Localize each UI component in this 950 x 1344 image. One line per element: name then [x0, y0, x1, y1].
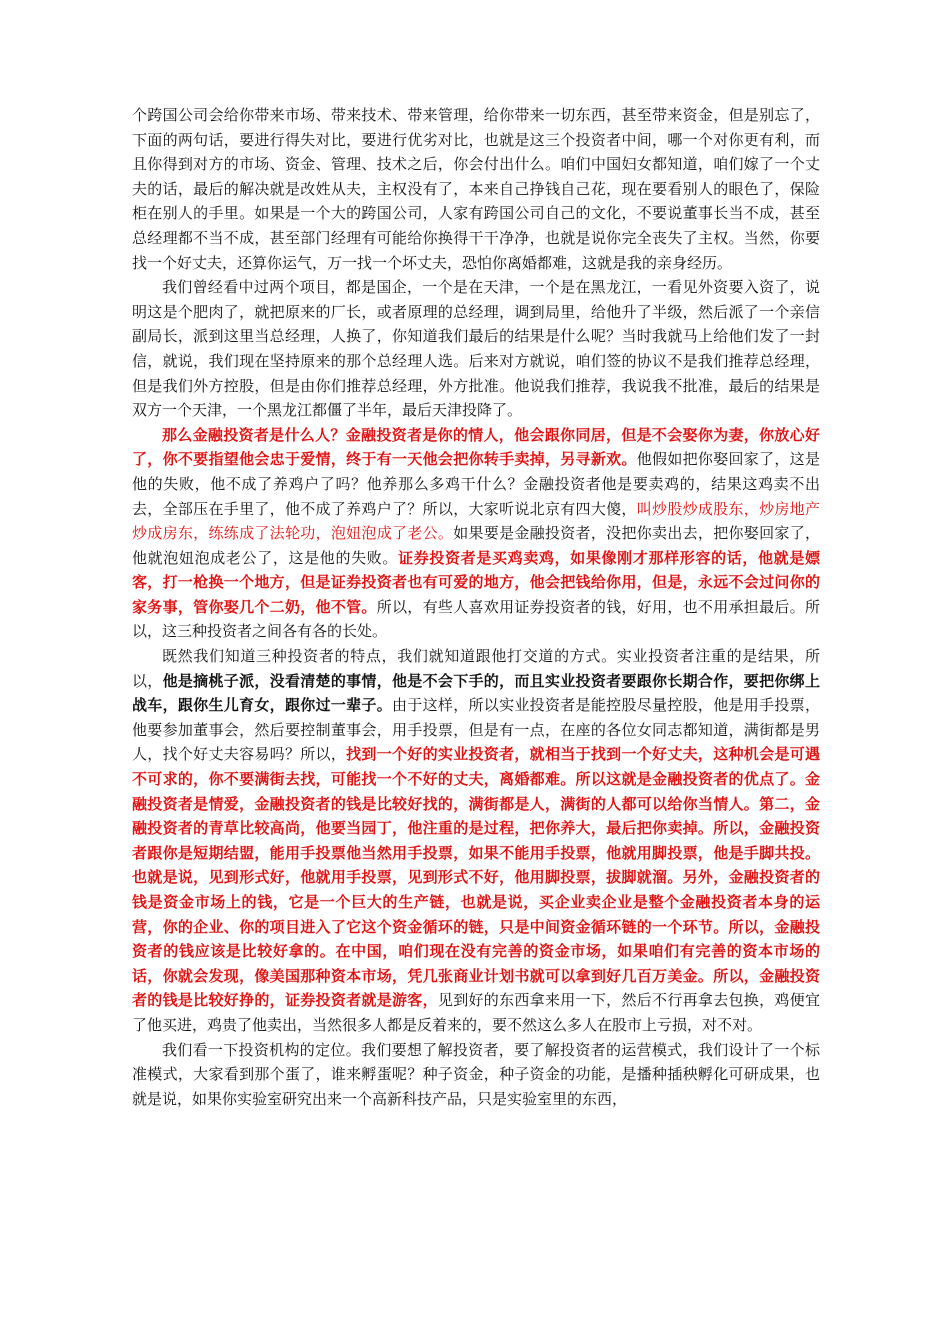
- paragraph-4-run-3: 由于这样，所以实业投资者是能控股尽量控股，他是用手投票，他要参加董事会，然后要控制董事会，用手投票，但是有一点，在座的各位女同志都知道，满街都是男人，找个好丈夫容易吗？所以，: [132, 696, 820, 764]
- paragraph-3-run-6: 所以，有些人喜欢用证券投资者的钱，好用，也不用承担最后。所以，这三种投资者之间各有各的长处。: [132, 597, 820, 641]
- paragraph-4: [132, 644, 820, 1038]
- paragraph-2-text: 我们曾经看中过两个项目，都是国企，一个是在天津，一个是在黑龙江，一看见外资要入资了，说明这是个肥肉了，就把原来的厂长，或者原理的总经理，调到局里，给他升了半级，然后派了一个亲信副局长，派到这里当总经理，人换了，你知道我们最后的结果是什么呢？当时我就马上给他们发了一封信，就说，我们现在坚持原来的那个总经理人选。后来对方就说，咱们签的协议不是我们推荐总经理，但是我们外方控股，但是由你们推荐总经理，外方批准。他说我们推荐，我说我不批准，最后的结果是双方一个天津，一个黑龙江都僵了半年，最后天津投降了。: [132, 278, 820, 420]
- paragraph-4-run-5: 见到好的东西拿来用一下，然后不行再拿去包换，鸡便宜了他买进，鸡贵了他卖出，当然很多人都是反着来的，要不然这么多人在股市上亏损，对不对。: [132, 991, 820, 1034]
- paragraph-4-run-2: 他是摘桃子派，没看清楚的事情，他是不会下手的，而且实业投资者要跟你长期合作，要把你绑上战车，跟你生儿育女，跟你过一辈子。: [132, 671, 820, 715]
- paragraph-3-run-2: 他假如把你娶回家了，这是他的失败，他不成了养鸡户了吗？他养那么多鸡干什么？金融投资者他是要卖鸡的，结果这鸡卖不出去，全部压在手里了，他不成了养鸡户了？所以，大家听说北京有四大傻，: [132, 450, 820, 518]
- paragraph-3-run-1: 那么金融投资者是什么人？金融投资者是你的情人，他会跟你同居，但是不会娶你为妻，你放心好了，你不要指望他会忠于爱情，终于有一天他会把你转手卖掉，另寻新欢。: [132, 425, 820, 469]
- paragraph-5: [132, 1038, 820, 1112]
- paragraph-4-run-4: 找到一个好的实业投资者，就相当于找到一个好丈夫，这种机会是可遇不可求的，你不要满街去找，可能找一个不好的丈夫，离婚都难。所以这就是金融投资者的优点了。金融投资者是情爱，金融投资者的钱是比较好找的，满街都是人，满街的人都可以给你当情人。第二，金融投资者的青草比较高尚，他要当园丁，他注重的是过程，把你养大，最后把你卖掉。所以，金融投资者跟你是短期结盟，能用手投票他当然用手投票，如果不能用手投票，他就用脚投票，他是手脚共投。也就是说，见到形式好，他就用手投票，见到形式不好，他用脚投票，拔脚就溜。另外，金融投资者的钱是资金市场上的钱，它是一个巨大的生产链，也就是说，买企业卖企业是整个金融投资者本身的运营，你的企业、你的项目进入了它这个资金循环的链，只是中间资金循环链的一个环节。所以，金融投资者的钱应该是比较好拿的。在中国，咱们现在没有完善的资金市场，如果咱们有完善的资本市场的话，你就会发现，像美国那种资本市场，凭几张商业计划书就可以拿到好几百万美金。所以，金融投资者的钱是比较好挣的，证券投资者就是游客，: [132, 745, 820, 1010]
- paragraph-3-run-4: 如果要是金融投资者，没把你卖出去，把你娶回家了，他就泡妞泡成老公了，这是他的失败。: [132, 524, 820, 567]
- paragraph-1-text: 个跨国公司会给你带来市场、带来技术、带来管理，给你带来一切东西，甚至带来资金，但是别忘了，下面的两句话，要进行得失对比，要进行优劣对比，也就是这三个投资者中间，哪一个对你更有利，而且你得到对方的市场、资金、管理、技术之后，你会付出什么。咱们中国妇女都知道，咱们嫁了一个丈夫的话，最后的解决就是改姓从夫，主权没有了，本来自己挣钱自己花，现在要看别人的眼色了，保险柜在别人的手里。如果是一个大的跨国公司，人家有跨国公司自己的文化，不要说董事长当不成，甚至总经理都不当不成，甚至部门经理有可能给你换得干干净净，也就是说你完全丧失了主权。当然，你要找一个好丈夫，还算你运气，万一找一个坏丈夫，恐怕你离婚都难，这就是我的亲身经历。: [132, 106, 820, 272]
- paragraph-3: [132, 423, 820, 644]
- paragraph-3-run-5: 证券投资者是买鸡卖鸡，如果像刚才那样形容的话，他就是嫖客，打一枪换一个地方，但是证券投资者也有可爱的地方，他会把钱给你用，但是，永远不会过问你的家务事，管你娶几个二奶，他不管。: [132, 548, 820, 616]
- paragraph-3-run-3: 叫炒股炒成股东，炒房地产炒成房东，练练成了法轮功，泡妞泡成了老公。: [132, 499, 820, 543]
- paragraph-2: [132, 275, 820, 423]
- document-page: [132, 103, 820, 1111]
- paragraph-4-run-1: 既然我们知道三种投资者的特点，我们就知道跟他打交道的方式。实业投资者注重的是结果，所以，: [132, 647, 820, 690]
- paragraph-1: [132, 103, 820, 275]
- paragraph-5-text: 我们看一下投资机构的定位。我们要想了解投资者，要了解投资者的运营模式，我们设计了一个标准模式，大家看到那个蛋了，谁来孵蛋呢？种子资金，种子资金的功能，是播种插秧孵化可研成果，也就是说，如果你实验室研究出来一个高新科技产品，只是实验室里的东西，: [132, 1040, 820, 1108]
